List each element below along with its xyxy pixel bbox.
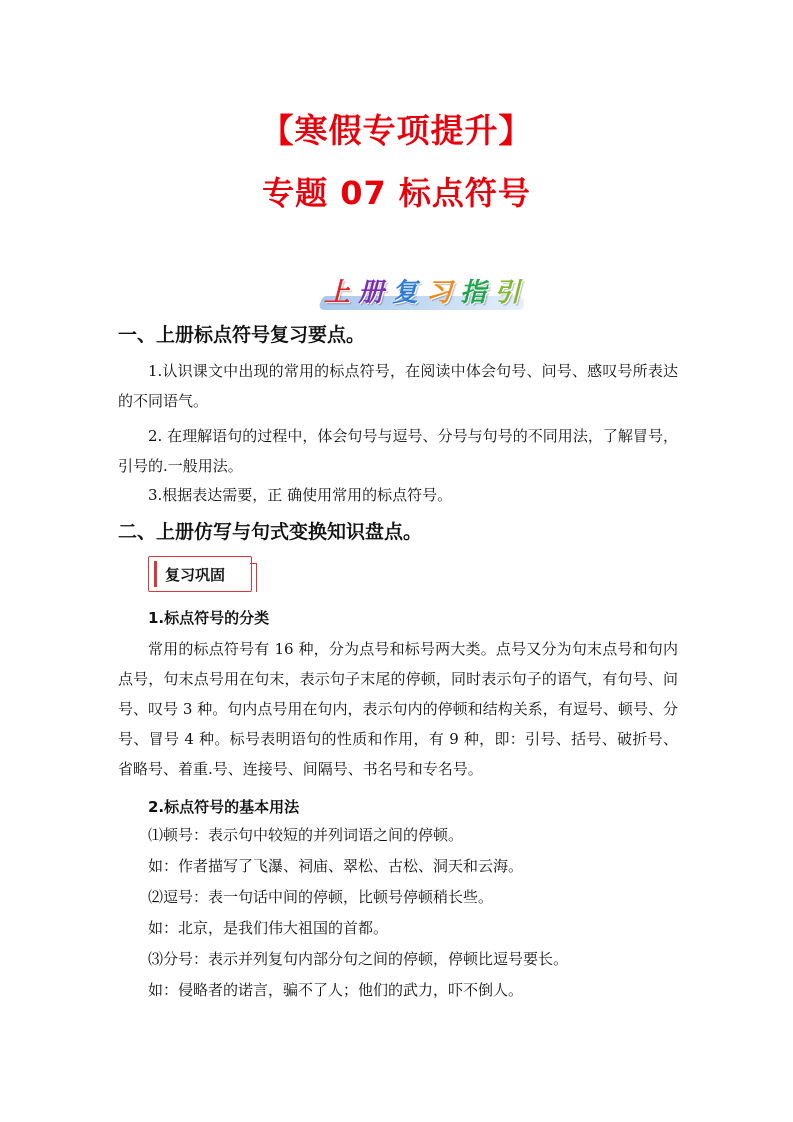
usage-example: 如：侵略者的诺言，骗不了人；他们的武力，吓不倒人。 [148,981,524,999]
banner-char: 册 [358,278,385,308]
review-badge [148,556,252,592]
review-badge-label: 复习巩固 [165,566,226,584]
usage-line: ⑶分号：表示并列复句内部分句之间的停顿，停顿比逗号要长。 [148,950,569,968]
banner-char: 上 [324,278,351,308]
usage-line: ⑵逗号：表一句话中间的停顿，比顿号停顿稍长些。 [148,888,494,906]
usage-example: 如：作者描写了飞瀑、祠庙、翠松、古松、洞天和云海。 [148,857,524,875]
review-guide-banner [320,272,530,314]
review-point-1: 1.认识课文中出现的常用的标点符号，在阅读中体会句号、问号、感叹号所表达的不同语气。 [118,362,678,410]
usage-line: ⑴顿号：表示句中较短的并列词语之间的停顿。 [148,826,464,844]
subheading-usage: 2.标点符号的基本用法 [148,798,300,816]
subheading-classification: 1.标点符号的分类 [148,609,270,627]
section-heading-1: 一、上册标点符号复习要点。 [118,324,366,346]
banner-char: 指 [460,278,487,308]
banner-char: 复 [392,278,419,308]
classification-paragraph: 常用的标点符号有 16 种，分为点号和标号两大类。点号又分为句末点号和句内点号，句末点号用在句末，表示句子末尾的停顿，同时表示句子的语气，有句号、问号、叹号 3 种。句内点号用在句内，表示句内的停顿和结构关系，有逗号、顿号、分号、冒号 4 种。标号表明语句的性质和作用，有 9 种，即：引号、括号、破折号、省略号、着重.号、连接号、间隔号、书名号和专名号。 [118,640,678,778]
usage-example: 如：北京，是我们伟大祖国的首都。 [148,919,389,937]
banner-char: 习 [426,278,453,308]
page-title: 【寒假专项提升】 [260,111,533,150]
review-point-3: 3.根据表达需要，正 确使用常用的标点符号。 [148,486,453,504]
page-subtitle: 专题 07 标点符号 [262,174,531,212]
section-heading-2: 二、上册仿写与句式变换知识盘点。 [118,521,423,543]
review-point-2: 2. 在理解语句的过程中，体会句号与逗号、分号与句号的不同用法，了解冒号，引号的.一般用法。 [118,427,678,475]
banner-text [324,272,520,309]
banner-char: 引 [494,278,521,308]
